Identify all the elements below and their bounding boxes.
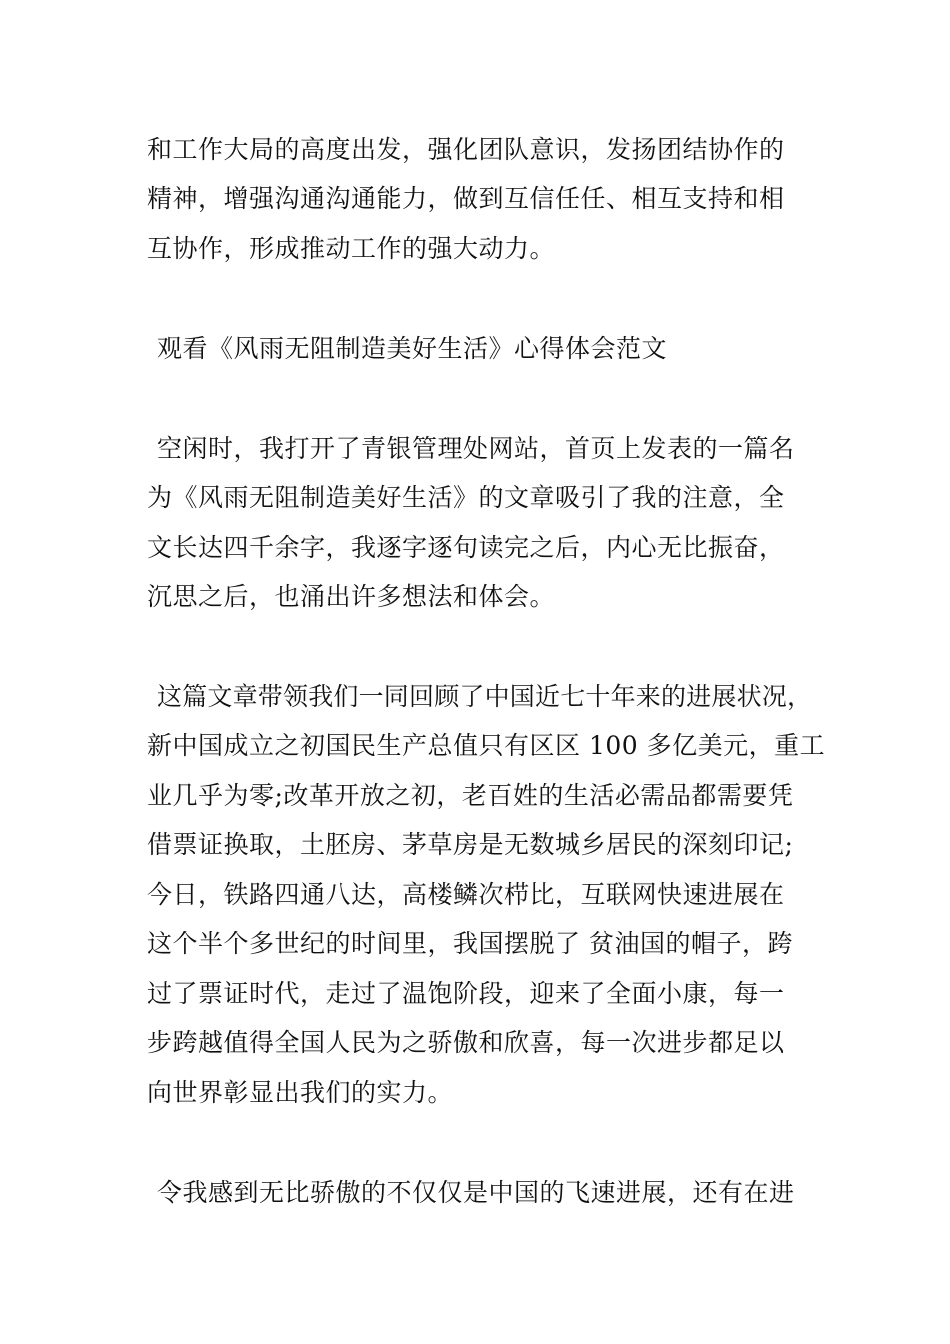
- text-line: 精神，增强沟通沟通能力，做到互信任任、相互支持和相: [147, 184, 785, 213]
- heading-text: 观看《风雨无阻制造美好生活》心得体会范文: [157, 334, 668, 363]
- text-line: 互协作，形成推动工作的强大动力。: [147, 234, 556, 263]
- text-line: 新中国成立之初国民生产总值只有区区 100 多亿美元，重工: [147, 731, 826, 760]
- text-line: 这篇文章带领我们一同回顾了中国近七十年来的进展状况，: [157, 682, 813, 711]
- text-line: 沉思之后，也涌出许多想法和体会。: [147, 582, 556, 611]
- text-line: 今日，铁路四通八达，高楼鳞次栉比，互联网快速进展在: [147, 880, 785, 909]
- text-line: 和工作大局的高度出发，强化团队意识，发扬团结协作的: [147, 135, 785, 164]
- text-line: 为《风雨无阻制造美好生活》的文章吸引了我的注意，全: [147, 483, 785, 512]
- text-line: 文长达四千余字，我逐字逐句读完之后，内心无比振奋，: [147, 533, 785, 562]
- text-line: 过了票证时代，走过了温饱阶段，迎来了全面小康，每一: [147, 979, 785, 1008]
- text-line: 令我感到无比骄傲的不仅仅是中国的飞速进展，还有在进: [157, 1178, 795, 1207]
- text-line: 步跨越值得全国人民为之骄傲和欣喜，每一次进步都足以: [147, 1028, 785, 1057]
- text-line: 空闲时，我打开了青银管理处网站，首页上发表的一篇名: [157, 434, 795, 463]
- text-line: 业几乎为零;改革开放之初，老百姓的生活必需品都需要凭: [147, 781, 794, 810]
- text-line: 借票证换取，土胚房、茅草房是无数城乡居民的深刻印记;: [147, 830, 794, 859]
- text-line: 这个半个多世纪的时间里，我国摆脱了 贫油国的帽子，跨: [147, 929, 793, 958]
- text-line: 向世界彰显出我们的实力。: [147, 1078, 454, 1107]
